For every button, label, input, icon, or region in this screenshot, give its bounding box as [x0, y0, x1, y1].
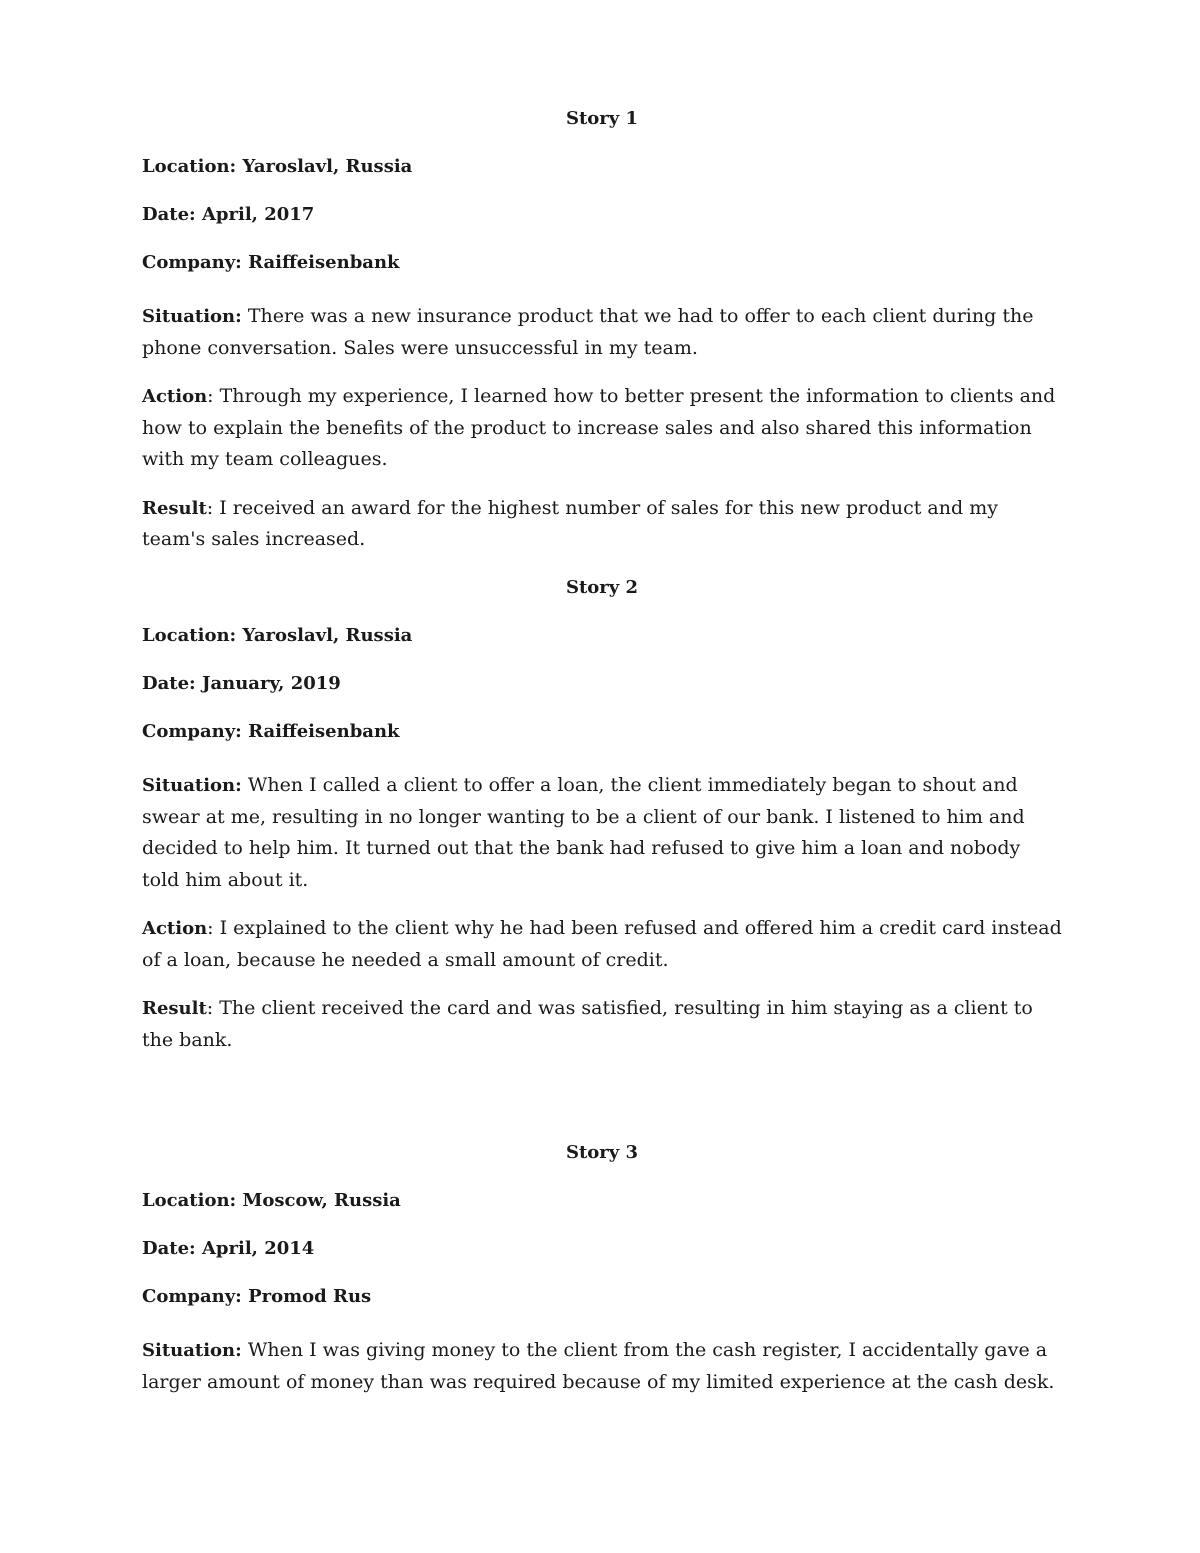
story-situation — [142, 770, 1062, 896]
story-action — [142, 381, 1062, 476]
story-date: Date: April, 2014 — [142, 1238, 315, 1259]
action-text: : Through my experience, I learned how to better present the information to clients and how to explain the benefits of the product to increase sales and also shared this information with my team colleagues. — [142, 385, 1056, 470]
story-date: Date: April, 2017 — [142, 204, 315, 225]
situation-label: Situation: — [142, 775, 242, 796]
story-result — [142, 993, 1062, 1056]
story-situation — [142, 1335, 1062, 1398]
result-label: Result — [142, 497, 207, 519]
story-location: Location: Yaroslavl, Russia — [142, 156, 413, 177]
story-company: Company: Raiffeisenbank — [142, 721, 400, 742]
story-situation — [142, 301, 1062, 364]
action-label: Action — [142, 918, 208, 939]
story-title: Story 2 — [565, 577, 639, 598]
situation-text: There was a new insurance product that we had to offer to each client during the phone conversation. Sales were unsuccessful in my team. — [142, 305, 1034, 359]
story-date: Date: January, 2019 — [142, 673, 341, 694]
situation-label: Situation: — [142, 306, 242, 327]
story-company: Company: Promod Rus — [142, 1286, 372, 1307]
result-label: Result — [142, 998, 207, 1019]
action-label: Action — [142, 386, 208, 407]
story-title: Story 1 — [565, 108, 639, 129]
situation-label: Situation: — [142, 1340, 242, 1361]
story-2 — [142, 576, 1062, 1056]
story-location: Location: Moscow, Russia — [142, 1190, 401, 1211]
story-company: Company: Raiffeisenbank — [142, 252, 400, 273]
story-location: Location: Yaroslavl, Russia — [142, 625, 413, 646]
story-3 — [142, 1141, 1062, 1398]
result-text: : I received an award for the highest number of sales for this new product and my team's sales increased. — [142, 496, 998, 550]
situation-text: When I called a client to offer a loan, the client immediately began to shout and swear at me, resulting in no longer wanting to be a client of our bank. I listened to him and decided to help him. It turned out that the bank had refused to give him a loan and nobody told him about it. — [142, 774, 1025, 891]
story-title: Story 3 — [565, 1142, 639, 1163]
story-result — [142, 493, 1062, 556]
situation-text: When I was giving money to the client from the cash register, I accidentally gave a larger amount of money than was required because of my limited experience at the cash desk. — [142, 1339, 1055, 1393]
action-text: : I explained to the client why he had been refused and offered him a credit card instead of a loan, because he needed a small amount of credit. — [142, 917, 1062, 971]
story-1 — [142, 107, 1062, 556]
story-action — [142, 913, 1062, 976]
result-text: : The client received the card and was satisfied, resulting in him staying as a client to the bank. — [142, 997, 1033, 1051]
